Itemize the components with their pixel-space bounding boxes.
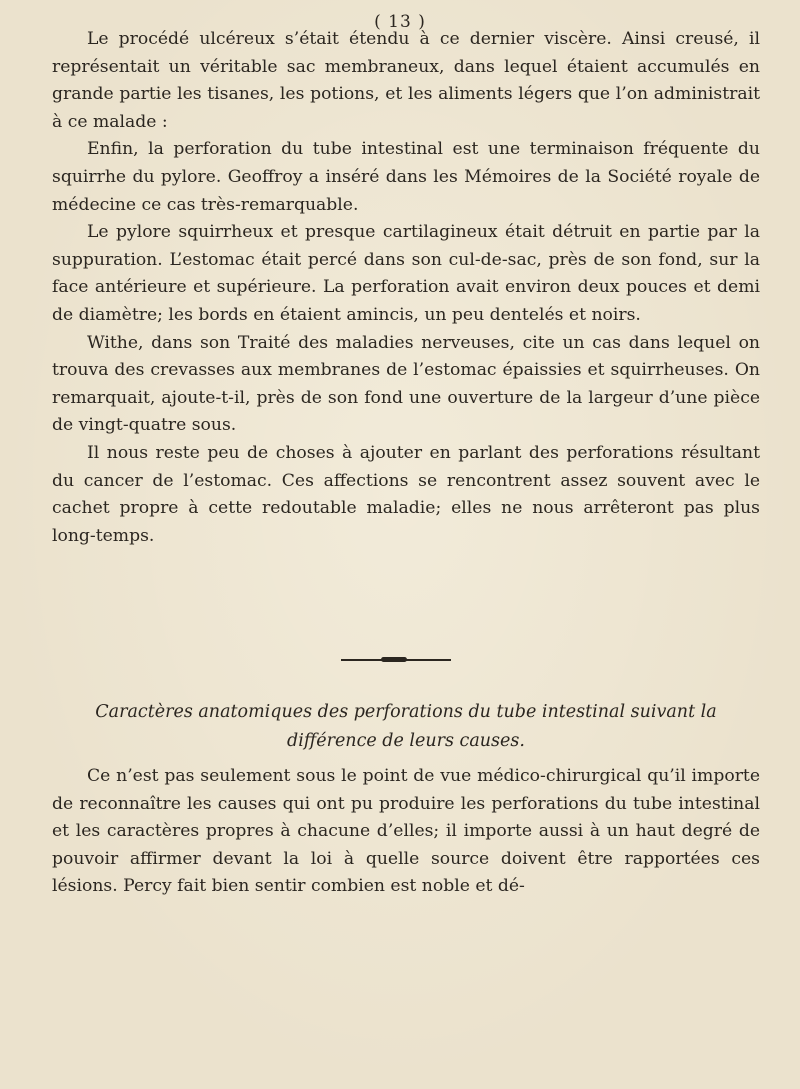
section-body-text [52, 763, 760, 901]
section-title-line-2: différence de leurs causes. [287, 731, 525, 751]
paragraph: Enfin, la perforation du tube intestinal est une terminaison fréquente du squirrhe du pylore. Geoffroy a inséré dans les Mémoires de la Société royale de médecine ce cas très-remarquable. [52, 139, 760, 215]
paragraph: Withe, dans son Traité des maladies nerveuses, cite un cas dans lequel on trouva des crevasses aux membranes de l’estomac épaissies et squirrheuses. On remarquait, ajoute-t-il, près de son fond une ouverture de la largeur d’une pièce de vingt-quatre sous. [52, 332, 760, 436]
paragraph: Le pylore squirrheux et presque cartilagineux était détruit en partie par la suppuration. L’estomac était percé dans son cul-de-sac, près de son fond, sur la face antérieure et supérieure. La perforation avait environ deux pouces et demi de diamètre; les bords en étaient amincis, un peu dentelés et noirs. [52, 222, 760, 325]
paragraph: Il nous reste peu de choses à ajouter en parlant des perforations résultant du cancer de l’estomac. Ces affections se rencontrent assez souvent avec le cachet propre à cette redoutable maladie; elles ne nous arrêteront pas plus long-temps. [52, 442, 760, 546]
page-number: ( 13 ) [374, 12, 426, 32]
paragraph: Le procédé ulcéreux s’était étendu à ce dernier viscère. Ainsi creusé, il représentait un véritable sac membraneux, dans lequel étaient accumulés en grande partie les tisanes, les potions, et les aliments légers que l’on administrait à ce malade : [52, 29, 760, 132]
section-divider-ornament [341, 658, 451, 661]
divider-knot [381, 657, 407, 662]
section-title-line-1: Caractères anatomiques des perforations du tube intestinal suivant la [95, 702, 717, 722]
body-text [52, 26, 760, 550]
paragraph: Ce n’est pas seulement sous le point de vue médico-chirurgical qu’il importe de reconnaître les causes qui ont pu produire les perforations du tube intestinal et les caractères propres à chacune d’elles; il importe aussi à un haut degré de pouvoir affirmer devant la loi à quelle source doivent être rapportées ces lésions. Percy fait bien sentir combien est noble et dé- [52, 766, 760, 897]
